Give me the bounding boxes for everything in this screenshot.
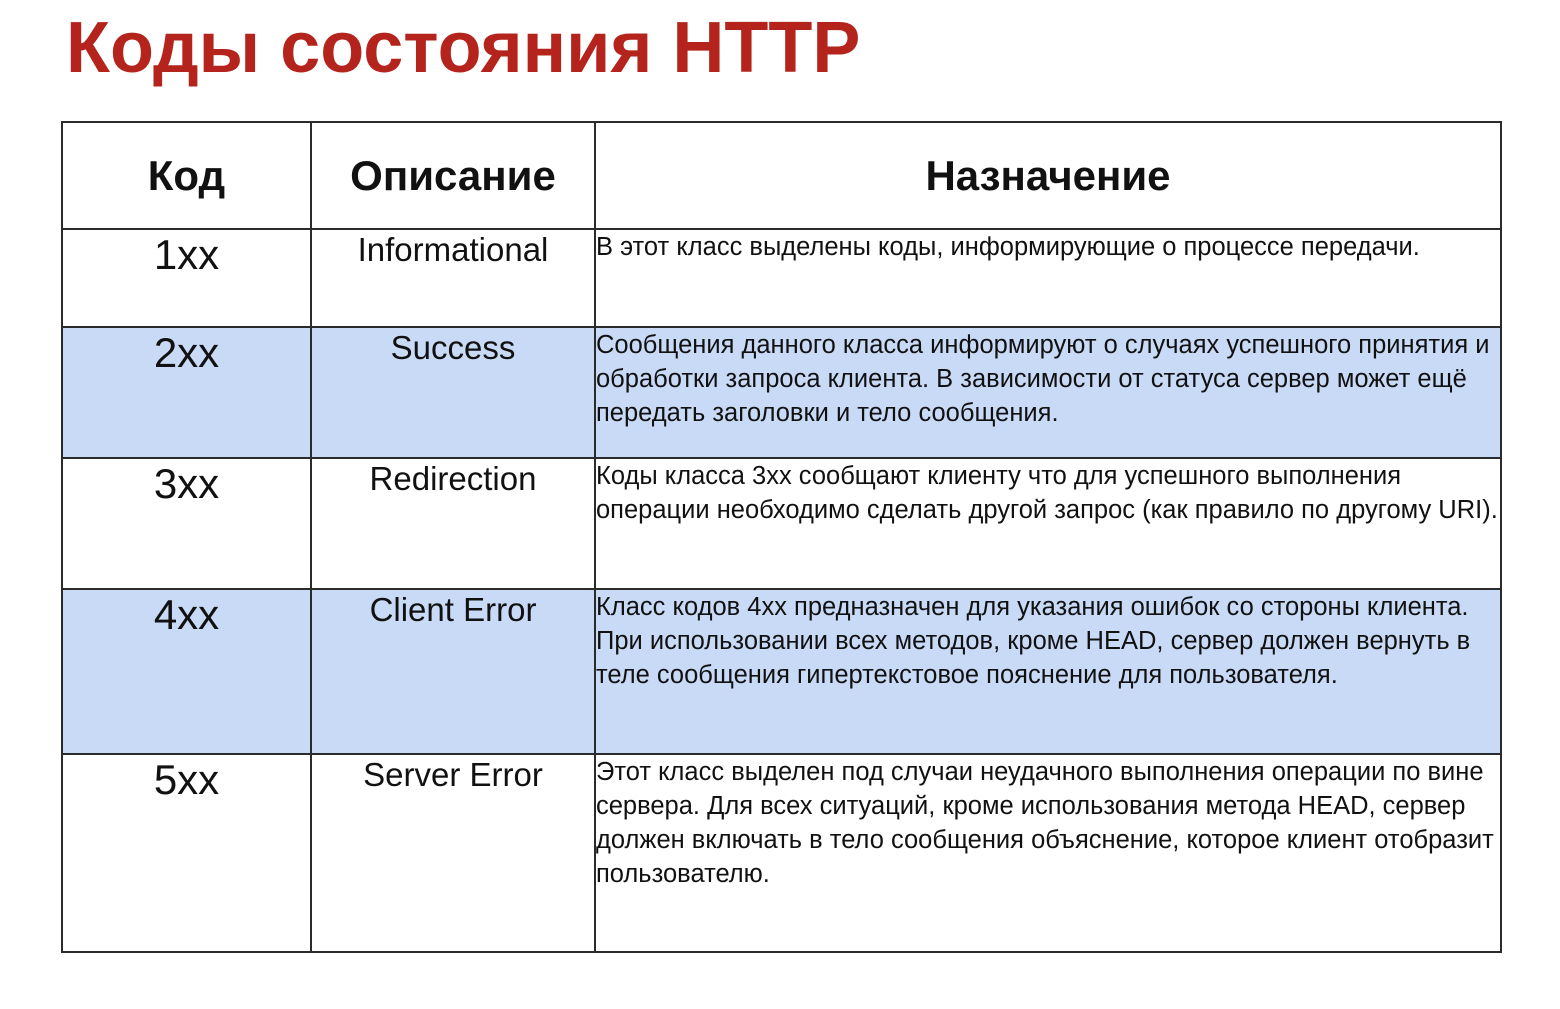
table-row (62, 589, 1501, 754)
status-purpose-cell: Класс кодов 4хх предназначен для указания ошибок со стороны клиента. При использовании всех методов, кроме HEAD, сервер должен вернуть в теле сообщения гипертекстовое пояснение для пользователя. (595, 589, 1501, 754)
status-description-cell: Informational (311, 229, 595, 327)
table-row (62, 458, 1501, 589)
status-description-cell: Client Error (311, 589, 595, 754)
status-purpose-cell: Сообщения данного класса информируют о случаях успешного принятия и обработки запроса клиента. В зависимости от статуса сервер может ещё передать заголовки и тело сообщения. (595, 327, 1501, 458)
status-purpose-cell: В этот класс выделены коды, информирующие о процессе передачи. (595, 229, 1501, 327)
status-code-cell: 1xx (62, 229, 311, 327)
status-code-cell: 4xx (62, 589, 311, 754)
table-row (62, 754, 1501, 952)
header-code: Код (62, 122, 311, 229)
http-status-table (61, 121, 1502, 953)
table-header-row (62, 122, 1501, 229)
table-row (62, 327, 1501, 458)
status-code-cell: 5xx (62, 754, 311, 952)
status-purpose-cell: Этот класс выделен под случаи неудачного выполнения операции по вине сервера. Для всех ситуаций, кроме использования метода HEAD, сервер должен включать в тело сообщения объяснение, которое клиент отобразит пользователю. (595, 754, 1501, 952)
status-description-cell: Server Error (311, 754, 595, 952)
page-title: Коды состояния HTTP (66, 8, 861, 88)
header-purpose: Назначение (595, 122, 1501, 229)
status-purpose-cell: Коды класса 3хх сообщают клиенту что для успешного выполнения операции необходимо сделать другой запрос (как правило по другому URI). (595, 458, 1501, 589)
status-code-cell: 2xx (62, 327, 311, 458)
table-row (62, 229, 1501, 327)
status-code-cell: 3xx (62, 458, 311, 589)
header-description: Описание (311, 122, 595, 229)
status-description-cell: Success (311, 327, 595, 458)
status-description-cell: Redirection (311, 458, 595, 589)
